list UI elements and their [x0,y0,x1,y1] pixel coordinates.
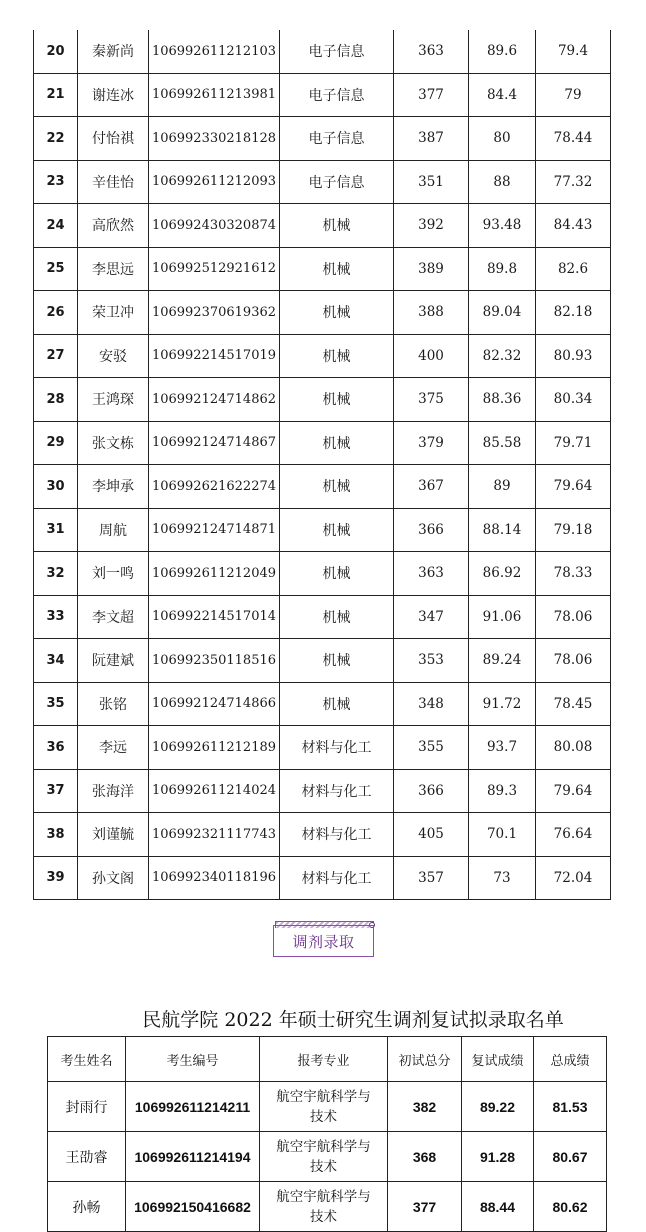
cell-id: 106992124714866 [149,682,280,726]
table-row [34,639,611,683]
table-row [34,726,611,770]
adjustment-table-title: 民航学院 2022 年硕士研究生调剂复试拟录取名单 [142,1009,564,1031]
cell-id: 106992370619362 [149,291,280,335]
cell-total: 79.64 [536,769,611,813]
cell-id: 106992611212103 [149,30,280,73]
table-row [34,595,611,639]
major-line-2: 技术 [310,1158,337,1175]
cell-no: 21 [34,73,78,117]
cell-retest: 82.32 [469,334,536,378]
cell-name: 刘一鸣 [78,552,149,596]
cell-retest: 84.4 [469,73,536,117]
cell-id: 106992611214024 [149,769,280,813]
cell-total: 76.64 [536,813,611,857]
column-header: 考生姓名 [48,1037,126,1082]
cell-name: 孙文阁 [78,856,149,900]
cell-id: 106992430320874 [149,204,280,248]
cell-total: 80.67 [534,1132,607,1182]
table-row [34,378,611,422]
cell-no: 36 [34,726,78,770]
cell-total: 78.44 [536,117,611,161]
cell-major: 电子信息 [280,30,394,73]
cell-name: 高欣然 [78,204,149,248]
table-row [34,291,611,335]
table-row [34,682,611,726]
cell-no: 24 [34,204,78,248]
table-row [34,117,611,161]
table-row [34,552,611,596]
cell-major: 机械 [280,508,394,552]
cell-no: 39 [34,856,78,900]
cell-initial: 367 [394,465,469,509]
table-row [34,73,611,117]
column-header: 初试总分 [388,1037,462,1082]
cell-id: 106992611214194 [126,1132,260,1182]
cell-id: 106992124714867 [149,421,280,465]
cell-no: 32 [34,552,78,596]
cell-name: 李远 [78,726,149,770]
cell-name: 李思远 [78,247,149,291]
cell-retest: 89.04 [469,291,536,335]
cell-retest: 88 [469,160,536,204]
cell-total: 79.18 [536,508,611,552]
column-header: 考生编号 [126,1037,260,1082]
cell-major: 机械 [280,204,394,248]
table-row [34,465,611,509]
admission-table-body [34,30,611,900]
cell-name: 张文栋 [78,421,149,465]
cell-initial: 355 [394,726,469,770]
cell-major: 材料与化工 [280,769,394,813]
cell-major [260,1132,388,1182]
cell-name: 荣卫冲 [78,291,149,335]
major-line-1: 航空宇航科学与 [276,1188,371,1205]
major-line-1: 航空宇航科学与 [276,1138,371,1155]
cell-total: 79.71 [536,421,611,465]
cell-no: 29 [34,421,78,465]
cell-name: 封雨行 [48,1082,126,1132]
table-row [48,1132,607,1182]
cell-retest: 86.92 [469,552,536,596]
cell-major: 机械 [280,682,394,726]
adjustment-table [47,1036,607,1232]
cell-initial: 363 [394,552,469,596]
cell-no: 23 [34,160,78,204]
major-line-1: 航空宇航科学与 [276,1088,371,1105]
cell-major: 电子信息 [280,160,394,204]
cell-no: 35 [34,682,78,726]
cell-major: 机械 [280,247,394,291]
cell-no: 30 [34,465,78,509]
cell-retest: 89.8 [469,247,536,291]
cell-major: 材料与化工 [280,726,394,770]
cell-name: 李坤承 [78,465,149,509]
cell-total: 78.06 [536,639,611,683]
cell-initial: 348 [394,682,469,726]
cell-total: 72.04 [536,856,611,900]
cell-id: 106992214517019 [149,334,280,378]
cell-major: 机械 [280,639,394,683]
cell-major: 机械 [280,552,394,596]
cell-total: 80.62 [534,1182,607,1232]
cell-id: 106992621622274 [149,465,280,509]
cell-initial: 347 [394,595,469,639]
table-header-row [48,1037,607,1082]
cell-name: 张海洋 [78,769,149,813]
cell-no: 22 [34,117,78,161]
cell-id: 106992214517014 [149,595,280,639]
cell-total: 80.34 [536,378,611,422]
cell-name: 秦新尚 [78,30,149,73]
cell-name: 阮建斌 [78,639,149,683]
cell-total: 78.06 [536,595,611,639]
major-line-2: 技术 [310,1208,337,1225]
cell-initial: 357 [394,856,469,900]
table-row [34,856,611,900]
cell-retest: 89.6 [469,30,536,73]
cell-total: 82.6 [536,247,611,291]
cell-initial: 389 [394,247,469,291]
cell-name: 王劭睿 [48,1132,126,1182]
table-row [48,1082,607,1132]
cell-name: 孙畅 [48,1182,126,1232]
cell-name: 谢连冰 [78,73,149,117]
cell-total: 84.43 [536,204,611,248]
cell-id: 106992512921612 [149,247,280,291]
cell-major: 机械 [280,595,394,639]
table-row [48,1182,607,1232]
cell-major: 材料与化工 [280,856,394,900]
cell-id: 106992150416682 [126,1182,260,1232]
cell-initial: 387 [394,117,469,161]
admission-table-continued [33,30,611,900]
cell-total: 81.53 [534,1082,607,1132]
cell-no: 25 [34,247,78,291]
cell-no: 33 [34,595,78,639]
section-tag-adjustment: 调剂录取 [273,925,374,957]
cell-major [260,1082,388,1132]
cell-name: 刘谨毓 [78,813,149,857]
cell-no: 20 [34,30,78,73]
table-row [34,508,611,552]
cell-no: 38 [34,813,78,857]
cell-initial: 368 [388,1132,462,1182]
cell-initial: 375 [394,378,469,422]
cell-retest: 88.14 [469,508,536,552]
cell-name: 安驳 [78,334,149,378]
table-row [34,813,611,857]
cell-major: 机械 [280,421,394,465]
cell-total: 80.08 [536,726,611,770]
cell-no: 37 [34,769,78,813]
cell-initial: 377 [388,1182,462,1232]
cell-retest: 91.28 [462,1132,534,1182]
cell-id: 106992330218128 [149,117,280,161]
cell-id: 106992321117743 [149,813,280,857]
cell-id: 106992611212093 [149,160,280,204]
table-row [34,204,611,248]
cell-major: 机械 [280,291,394,335]
table-row [34,160,611,204]
cell-retest: 88.44 [462,1182,534,1232]
cell-retest: 89.3 [469,769,536,813]
cell-id: 106992611212049 [149,552,280,596]
cell-initial: 388 [394,291,469,335]
cell-no: 26 [34,291,78,335]
column-header: 报考专业 [260,1037,388,1082]
adjustment-table-body [48,1037,607,1232]
cell-major [260,1182,388,1232]
cell-no: 28 [34,378,78,422]
cell-initial: 377 [394,73,469,117]
cell-retest: 89 [469,465,536,509]
cell-total: 80.93 [536,334,611,378]
cell-initial: 366 [394,508,469,552]
cell-id: 106992611213981 [149,73,280,117]
major-line-2: 技术 [310,1108,337,1125]
cell-id: 106992611214211 [126,1082,260,1132]
cell-initial: 392 [394,204,469,248]
cell-total: 78.33 [536,552,611,596]
cell-initial: 353 [394,639,469,683]
cell-retest: 85.58 [469,421,536,465]
cell-initial: 363 [394,30,469,73]
cell-id: 106992611212189 [149,726,280,770]
cell-retest: 89.22 [462,1082,534,1132]
cell-name: 周航 [78,508,149,552]
cell-retest: 88.36 [469,378,536,422]
cell-initial: 366 [394,769,469,813]
table-row [34,421,611,465]
cell-initial: 379 [394,421,469,465]
cell-name: 辛佳怡 [78,160,149,204]
cell-name: 张铭 [78,682,149,726]
cell-retest: 93.48 [469,204,536,248]
cell-id: 106992124714862 [149,378,280,422]
cell-initial: 351 [394,160,469,204]
cell-total: 79 [536,73,611,117]
table-row [34,769,611,813]
cell-total: 79.4 [536,30,611,73]
cell-retest: 89.24 [469,639,536,683]
cell-major: 机械 [280,378,394,422]
cell-id: 106992350118516 [149,639,280,683]
cell-initial: 400 [394,334,469,378]
column-header: 总成绩 [534,1037,607,1082]
cell-initial: 405 [394,813,469,857]
cell-retest: 93.7 [469,726,536,770]
cell-major: 电子信息 [280,117,394,161]
column-header: 复试成绩 [462,1037,534,1082]
cell-retest: 91.72 [469,682,536,726]
cell-total: 79.64 [536,465,611,509]
cell-no: 34 [34,639,78,683]
cell-total: 77.32 [536,160,611,204]
cell-major: 电子信息 [280,73,394,117]
cell-id: 106992340118196 [149,856,280,900]
table-row [34,247,611,291]
table-row [34,30,611,73]
cell-name: 付怡祺 [78,117,149,161]
cell-retest: 70.1 [469,813,536,857]
cell-retest: 80 [469,117,536,161]
cell-total: 78.45 [536,682,611,726]
cell-no: 27 [34,334,78,378]
cell-no: 31 [34,508,78,552]
cell-name: 李文超 [78,595,149,639]
cell-major: 机械 [280,465,394,509]
cell-major: 机械 [280,334,394,378]
cell-name: 王鸿琛 [78,378,149,422]
cell-major: 材料与化工 [280,813,394,857]
table-row [34,334,611,378]
cell-initial: 382 [388,1082,462,1132]
cell-total: 82.18 [536,291,611,335]
cell-id: 106992124714871 [149,508,280,552]
cell-retest: 73 [469,856,536,900]
cell-retest: 91.06 [469,595,536,639]
